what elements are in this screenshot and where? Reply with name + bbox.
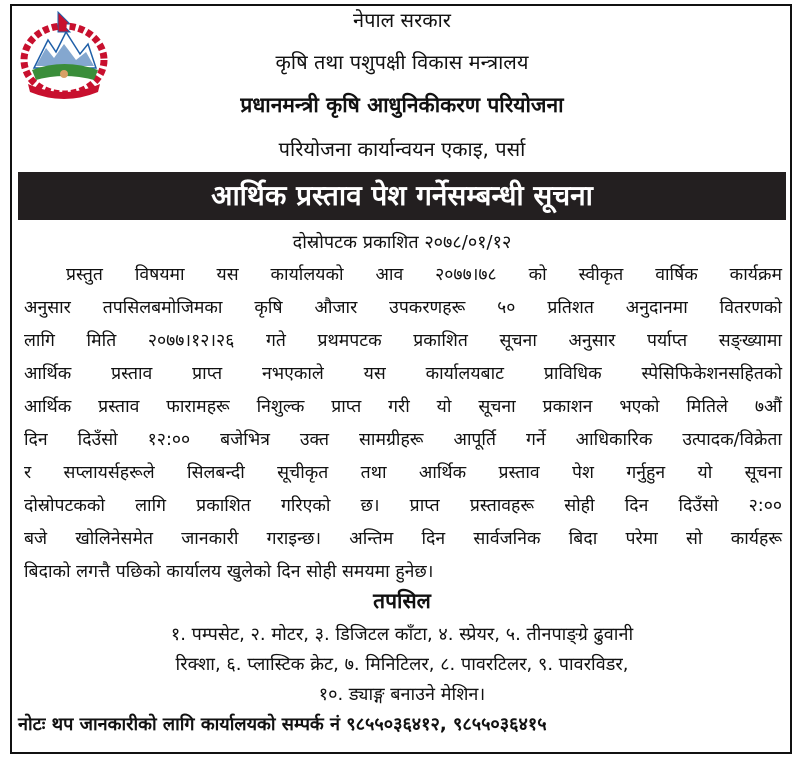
body-line-7: र सप्लायर्सहरूले सिलबन्दी सूचीकृत तथा आर्थिक प्रस्ताव पेश गर्नुहुन यो सूचना	[24, 463, 782, 483]
item-line-1: १. पम्पसेट, २. मोटर, ३. डिजिटल काँटा, ४. स्प्रेयर, ५. तीनपाङ्ग्रे ढुवानी	[170, 624, 634, 645]
project-name: प्रधानमन्त्री कृषि आधुनिकीकरण परियोजना	[240, 93, 564, 117]
body-line-10: बिदाको लगत्तै पछिको कार्यालय खुलेको दिन सोही समयमा हुनेछ।	[24, 562, 434, 582]
body-line-1: प्रस्तुत विषयमा यस कार्यालयको आव २०७७।७८ को स्वीकृत वार्षिक कार्यक्रम	[66, 265, 782, 285]
contact-note: नोटः थप जानकारीको लागि कार्यालयको सम्पर्क नं ९८५५०३६४१२, ९८५५०३६४१५	[18, 714, 547, 735]
ministry-name: कृषि तथा पशुपक्षी विकास मन्त्रालय	[275, 50, 529, 74]
notice-title-banner: आर्थिक प्रस्ताव पेश गर्नेसम्बन्धी सूचना	[18, 172, 786, 220]
implementation-unit: परियोजना कार्यान्वयन एकाइ, पर्सा	[278, 137, 526, 161]
government-name: नेपाल सरकार	[353, 8, 451, 32]
body-line-9: बजे खोलिनेसमेत जानकारी गराइन्छ। अन्तिम दिन सार्वजनिक बिदा परेमा सो कार्यहरू	[24, 529, 782, 549]
body-line-5: आर्थिक प्रस्ताव फारामहरू निशुल्क प्राप्त गरी यो सूचना प्रकाशन भएको मितिले ७औं	[24, 397, 782, 417]
body-line-2: अनुसार तपसिलबमोजिमका कृषि औजार उपकरणहरू ५० प्रतिशत अनुदानमा वितरणको	[24, 298, 782, 318]
body-line-4: आर्थिक प्रस्ताव प्राप्त नभएकाले यस कार्यालयबाट प्राविधिक स्पेसिफिकेशनसहितको	[24, 364, 782, 384]
body-line-3: लागि मिति २०७७।१२।२६ गते प्रथमपटक प्रकाशित सूचना अनुसार पर्याप्त सङ्ख्यामा	[24, 331, 782, 351]
body-line-8: दोस्रोपटकको लागि प्रकाशित गरिएको छ। प्राप्त प्रस्तावहरू सोही दिन दिउँसो २:००	[24, 496, 782, 516]
item-line-3: १०. ड्याङ्ग बनाउने मेशिन।	[318, 684, 486, 705]
tapsil-heading: तपसिल	[373, 589, 431, 613]
body-line-6: दिन दिउँसो १२:०० बजेभित्र उक्त सामग्रीहरू आपूर्ति गर्ने आधिकारिक उत्पादक/विक्रेता	[24, 430, 782, 450]
published-date-line: दोस्रोपटक प्रकाशित २०७८/०१/१२	[292, 232, 512, 253]
item-line-2: रिक्शा, ६. प्लास्टिक क्रेट, ७. मिनिटिलर, ८. पावरटिलर, ९. पावरविडर,	[175, 654, 629, 675]
